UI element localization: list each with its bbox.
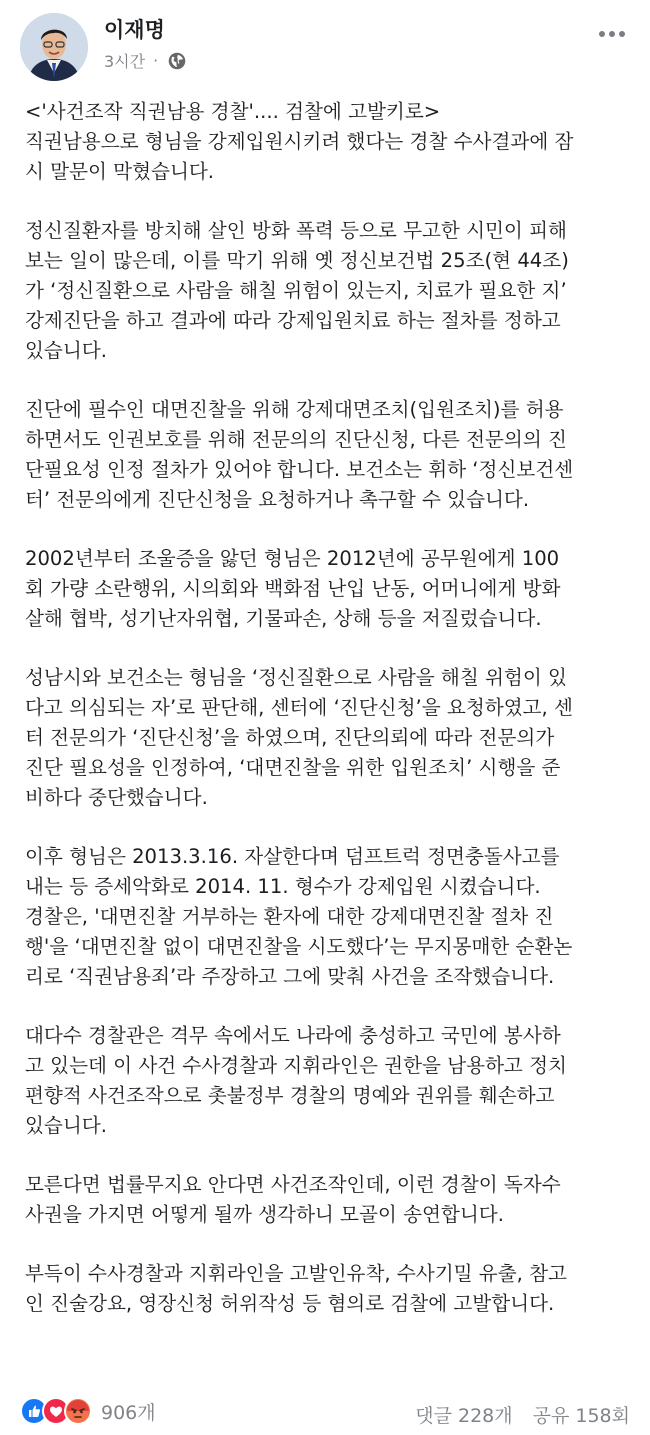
text-line: 있습니다. [25, 339, 107, 362]
post-body [25, 97, 637, 1348]
post-footer [0, 1388, 650, 1435]
text-line: 행'을 ‘대면진찰 없이 대면진찰을 시도했다’는 무지몽매한 순환논 [25, 935, 573, 958]
paragraph [25, 97, 637, 187]
text-line: 대다수 경찰관은 격무 속에서도 나라에 충성하고 국민에 봉사하 [25, 1024, 561, 1047]
post-header [0, 0, 650, 92]
text-line: 비하다 중단했습니다. [25, 786, 208, 809]
text-line: 모른다면 법률무지요 안다면 사건조작인데, 이런 경찰이 독자수 [25, 1173, 561, 1196]
more-dot-icon [599, 31, 605, 37]
text-line: 성남시와 보건소는 형님을 ‘정신질환으로 사람을 해칠 위험이 있 [25, 666, 567, 689]
text-line: 직권남용으로 형님을 강제입원시키려 했다는 경찰 수사결과에 잠 [25, 130, 574, 153]
paragraph [25, 842, 637, 992]
text-line: 살해 협박, 성기난자위협, 기물파손, 상해 등을 저질렀습니다. [25, 607, 542, 630]
text-line: <'사건조작 직권남용 경찰'.... 검찰에 고발키로> [25, 100, 441, 123]
text-line: 터 전문의가 ‘진단신청’을 하였으며, 진단의뢰에 따라 전문의가 [25, 726, 555, 749]
text-line: 다고 의심되는 자’로 판단해, 센터에 ‘진단신청’을 요청하였고, 센 [25, 696, 573, 719]
profile-photo [20, 13, 88, 81]
text-line: 정신질환자를 방치해 살인 방화 폭력 등으로 무고한 시민이 피해 [25, 219, 567, 242]
comments-count-link[interactable]: 댓글 228개 [415, 1405, 513, 1427]
text-line: 부득이 수사경찰과 지휘라인을 고발인유착, 수사기밀 유출, 참고 [25, 1262, 567, 1285]
text-line: 있습니다. [25, 1114, 107, 1137]
angry-icon [64, 1397, 92, 1425]
text-line: 리로 ‘직권남용죄’라 주장하고 그에 맞춰 사건을 조작했습니다. [25, 965, 555, 988]
paragraph [25, 544, 637, 634]
text-line: 인 진술강요, 영장신청 허위작성 등 혐의로 검찰에 고발합니다. [25, 1292, 555, 1315]
avatar[interactable] [20, 13, 88, 81]
text-line: 회 가량 소란행위, 시의회와 백화점 난입 난동, 어머니에게 방화 [25, 577, 561, 600]
text-line: 경찰은, '대면진찰 거부하는 환자에 대한 강제대면진찰 절차 진 [25, 905, 554, 928]
shares-count-link[interactable]: 공유 158회 [532, 1405, 630, 1427]
text-line: 시 말문이 막혔습니다. [25, 160, 215, 183]
more-dot-icon [609, 31, 615, 37]
more-options-button[interactable] [596, 24, 628, 44]
reactions-summary[interactable] [20, 1396, 156, 1426]
text-line: 강제진단을 하고 결과에 따라 강제입원치료 하는 절차를 정하고 [25, 309, 561, 332]
paragraph [25, 216, 637, 366]
text-line: 터’ 전문의에게 진단신청을 요청하거나 촉구할 수 있습니다. [25, 488, 530, 511]
paragraph [25, 1021, 637, 1141]
author-name[interactable]: 이재명 [104, 18, 165, 42]
text-line: 2002년부터 조울증을 앓던 형님은 2012년에 공무원에게 100 [25, 547, 560, 570]
text-line: 사권을 가지면 어떻게 될까 생각하니 모골이 송연합니다. [25, 1203, 504, 1226]
paragraph [25, 395, 637, 515]
reaction-count: 906개 [101, 1401, 156, 1424]
post-meta [104, 49, 187, 72]
text-line: 고 있는데 이 사건 수사경찰과 지휘라인은 권한을 남용하고 정치 [25, 1054, 567, 1077]
paragraph [25, 1259, 637, 1319]
text-line: 진단에 필수인 대면진찰을 위해 강제대면조치(입원조치)를 허용 [25, 398, 564, 421]
paragraph [25, 663, 637, 813]
text-line: 이후 형님은 2013.3.16. 자살한다며 덤프트럭 정면충돌사고를 [25, 845, 560, 868]
text-line: 보는 일이 많은데, 이를 막기 위해 옛 정신보건법 25조(현 44조) [25, 249, 569, 272]
text-line: 하면서도 인권보호를 위해 전문의의 진단신청, 다른 전문의의 진 [25, 428, 567, 451]
text-line: 내는 등 증세악화로 2014. 11. 형수가 강제입원 시켰습니다. [25, 875, 541, 898]
paragraph [25, 1170, 637, 1230]
more-dot-icon [619, 31, 625, 37]
text-line: 단필요성 인정 절차가 있어야 합니다. 보건소는 휘하 ‘정신보건센 [25, 458, 574, 481]
meta-separator: · [153, 51, 159, 70]
text-line: 가 ‘정신질환으로 사람을 해칠 위험이 있는지, 치료가 필요한 지’ [25, 279, 567, 302]
text-line: 편향적 사건조작으로 촛불정부 경찰의 명예와 권위를 훼손하고 [25, 1084, 555, 1107]
globe-icon [167, 51, 187, 71]
engagement-stats [415, 1401, 630, 1428]
text-line: 진단 필요성을 인정하여, ‘대면진찰을 위한 입원조치’ 시행을 준 [25, 756, 561, 779]
post-time[interactable]: 3시간 [104, 52, 146, 71]
